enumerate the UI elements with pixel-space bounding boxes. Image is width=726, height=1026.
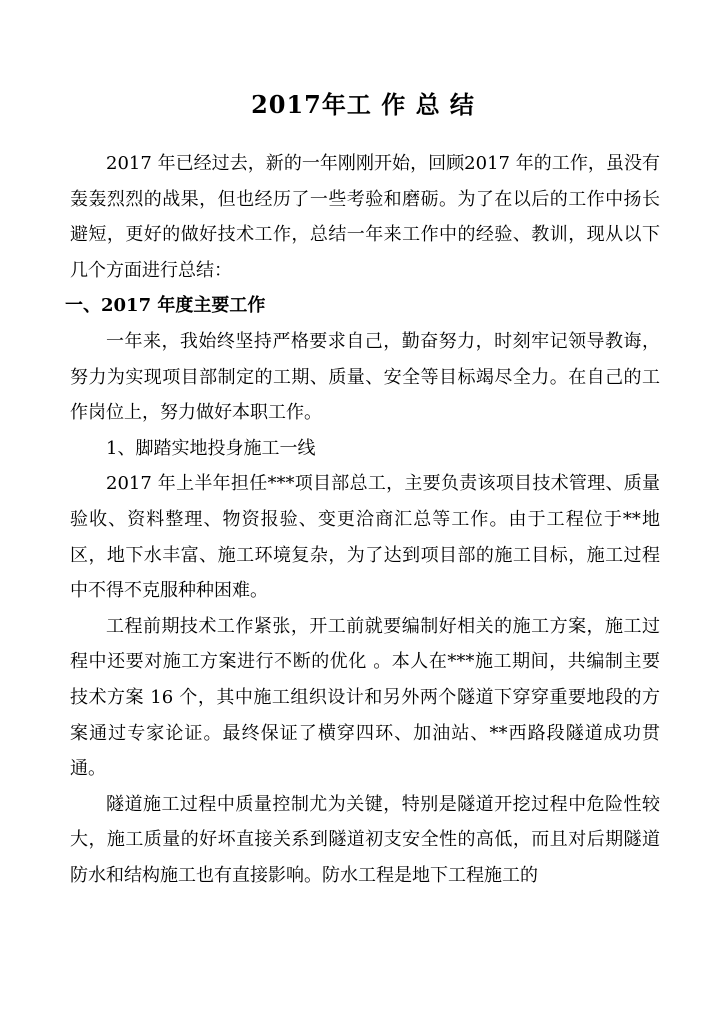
document-title: 2017年工 作 总 结 — [251, 90, 475, 119]
section-paragraph: 工程前期技术工作紧张，开工前就要编制好相关的施工方案，施工过程中还要对施工方案进行不断的优化 。本人在***施工期间，共编制主要技术方案 16 个，其中施工组织设计和另外两个隧道下穿穿重要地段的方案通过专家论证。最终保证了横穿四环、加油站、**西路段隧道成功贯通。 — [70, 615, 660, 780]
document-body — [65, 146, 660, 893]
section-heading: 一、2017 年度主要工作 — [65, 295, 266, 317]
section-paragraph: 2017 年上半年担任***项目部总工，主要负责该项目技术管理、质量验收、资料整理、物资报验、变更洽商汇总等工作。由于工程位于**地区，地下水丰富、施工环境复杂，为了达到项目部的施工目标，施工过程中不得不克服种种困难。 — [70, 473, 660, 602]
intro-paragraph: 2017 年已经过去，新的一年刚刚开始，回顾2017 年的工作，虽没有轰轰烈烈的战果，但也经历了一些考验和磨砺。为了在以后的工作中扬长避短，更好的做好技术工作，总结一年来工作中的经验、教训，现从以下几个方面进行总结： — [70, 153, 660, 281]
section-paragraph: 隧道施工过程中质量控制尤为关键，特别是隧道开挖过程中危险性较大，施工质量的好坏直接关系到隧道初支安全性的高低，而且对后期隧道防水和结构施工也有直接影响。防水工程是地下工程施工的 — [70, 793, 660, 886]
section-paragraph: 一年来，我始终坚持严格要求自己，勤奋努力，时刻牢记领导教诲，努力为实现项目部制定的工期、质量、安全等目标竭尽全力。在自己的工作岗位上，努力做好本职工作。 — [70, 330, 660, 424]
subsection-heading: 1、脚踏实地投身施工一线 — [106, 437, 316, 459]
